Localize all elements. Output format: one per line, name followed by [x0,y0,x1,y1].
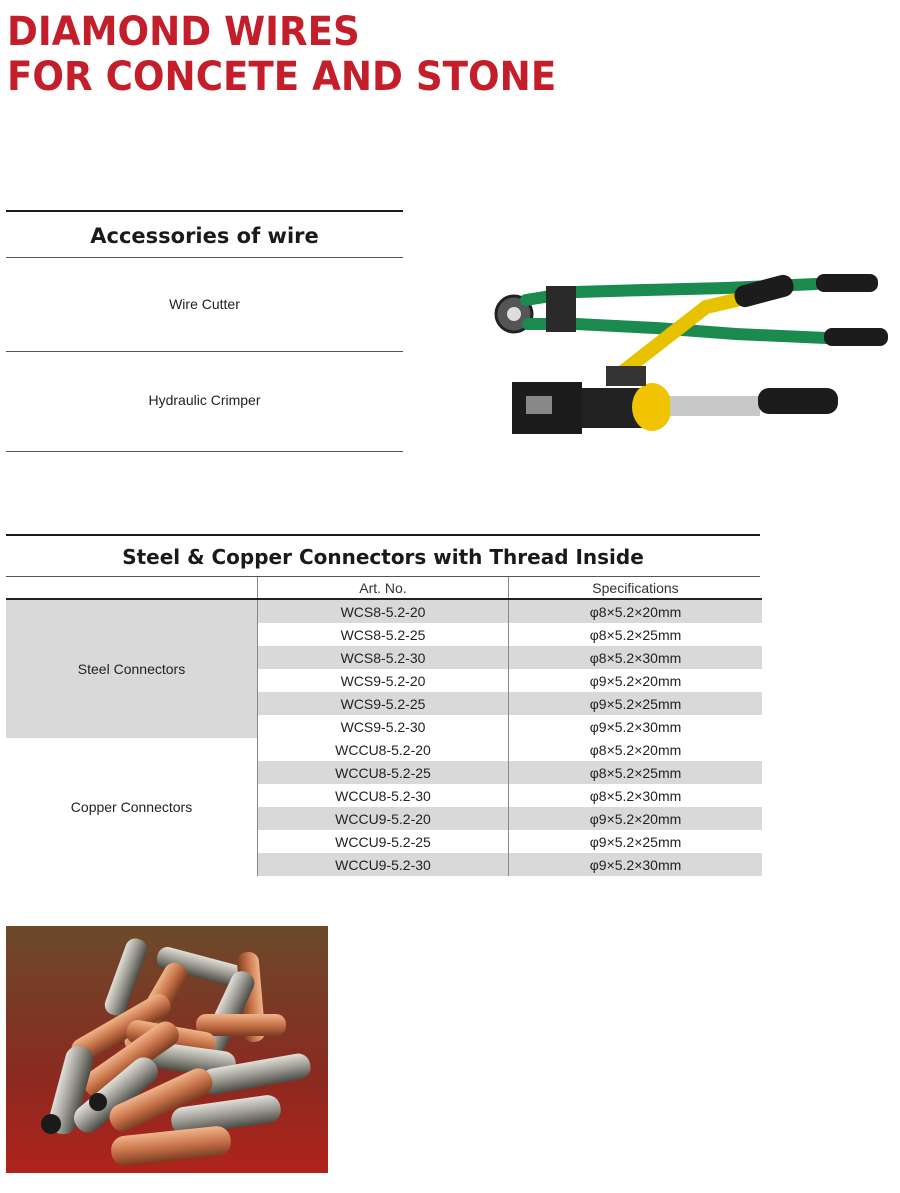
spec-cell: φ8×5.2×30mm [509,784,763,807]
connectors-table [6,534,760,876]
column-header-group [6,577,258,599]
column-header-specifications: Specifications [509,577,763,599]
spec-cell: φ8×5.2×20mm [509,738,763,761]
column-header-art-no: Art. No. [258,577,509,599]
art-no-cell: WCS9-5.2-25 [258,692,509,715]
group-label-steel-connectors: Steel Connectors [6,599,258,738]
art-no-cell: WCCU8-5.2-25 [258,761,509,784]
table-row [6,738,762,761]
art-no-cell: WCS9-5.2-20 [258,669,509,692]
spec-cell: φ9×5.2×25mm [509,692,763,715]
connectors-photo [6,926,328,1173]
accessory-item-hydraulic-crimper: Hydraulic Crimper [6,352,403,452]
art-no-cell: WCCU9-5.2-30 [258,853,509,876]
art-no-cell: WCCU9-5.2-25 [258,830,509,853]
spec-cell: φ8×5.2×20mm [509,599,763,623]
accessory-item-wire-cutter: Wire Cutter [6,258,403,352]
table-row [6,599,762,623]
spec-cell: φ8×5.2×25mm [509,623,763,646]
title-line-1: DIAMOND WIRES [7,9,360,55]
art-no-cell: WCCU9-5.2-20 [258,807,509,830]
page-title [7,10,556,100]
connectors-heading: Steel & Copper Connectors with Thread Inside [6,536,760,577]
connectors-grid [6,577,762,876]
accessories-table [6,210,403,452]
spec-cell: φ8×5.2×30mm [509,646,763,669]
art-no-cell: WCCU8-5.2-30 [258,784,509,807]
art-no-cell: WCS9-5.2-30 [258,715,509,738]
spec-cell: φ9×5.2×20mm [509,807,763,830]
spec-cell: φ8×5.2×25mm [509,761,763,784]
spec-cell: φ9×5.2×30mm [509,715,763,738]
group-label-copper-connectors: Copper Connectors [6,738,258,876]
spec-cell: φ9×5.2×30mm [509,853,763,876]
table-header-row [6,577,762,599]
art-no-cell: WCS8-5.2-25 [258,623,509,646]
art-no-cell: WCCU8-5.2-20 [258,738,509,761]
accessories-heading: Accessories of wire [6,212,403,258]
wire-cutter-and-crimper-image [486,262,896,447]
spec-cell: φ9×5.2×25mm [509,830,763,853]
title-line-2: FOR CONCETE AND STONE [7,54,557,100]
spec-cell: φ9×5.2×20mm [509,669,763,692]
art-no-cell: WCS8-5.2-20 [258,599,509,623]
art-no-cell: WCS8-5.2-30 [258,646,509,669]
